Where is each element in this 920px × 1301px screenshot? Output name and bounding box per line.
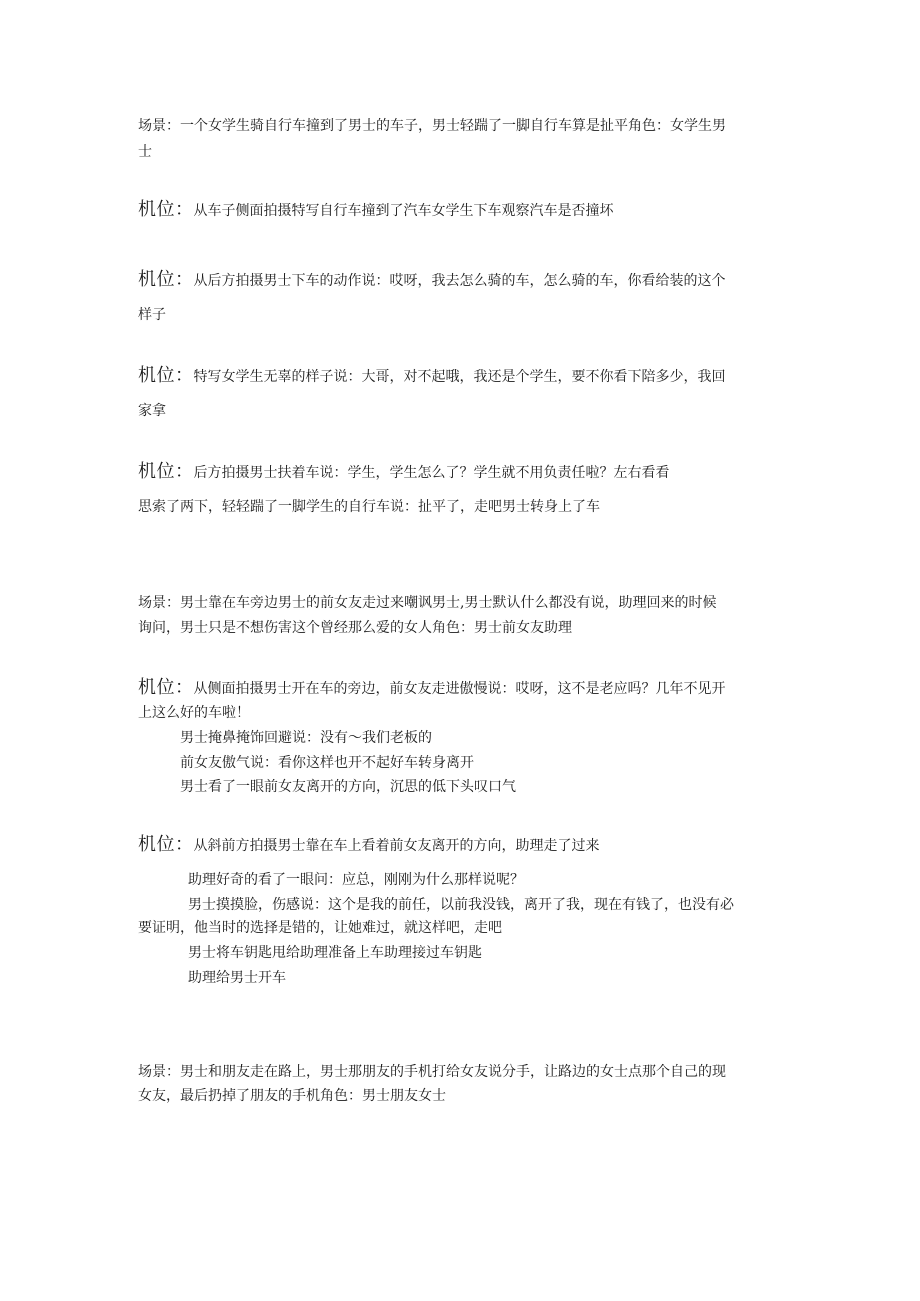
shot-label: 机位：: [138, 269, 194, 290]
scene-2-shot-2-line: 男士将车钥匙甩给助理准备上车助理接过车钥匙: [188, 945, 482, 961]
shot-text: 从斜前方拍摄男士靠在车上看着前女友离开的方向，助理走了过来: [193, 838, 600, 854]
scene-1-shot-4: [138, 459, 788, 486]
shot-label: 机位：: [138, 365, 194, 386]
scene-3-header-line-2: 女友，最后扔掉了朋友的手机角色：男士朋友女士: [138, 1088, 446, 1104]
scene-1-header-line-2: 士: [138, 144, 152, 160]
shot-text: 从后方拍摄男士下车的动作说：哎呀，我去怎么骑的车，怎么骑的车，你看给装的这个: [193, 273, 726, 289]
scene-2-shot-1: [138, 675, 788, 702]
shot-label: 机位：: [138, 199, 194, 220]
scene-3-header-line-1: 场景：男士和朋友走在路上，男士那朋友的手机打给女友说分手，让路边的女士点那个自己的现: [138, 1064, 726, 1080]
scene-1-shot-3-cont: 家拿: [138, 403, 166, 419]
scene-1-shot-2-cont: 样子: [138, 307, 166, 323]
scene-2-shot-2: [138, 832, 788, 859]
scene-1-shot-2: [138, 267, 788, 294]
scene-2-shot-2-line: 男士摸摸脸，伤感说：这个是我的前任，以前我没钱，离开了我，现在有钱了，也没有必: [188, 897, 734, 913]
shot-label: 机位：: [138, 677, 194, 698]
scene-2-shot-2-line: 要证明，他当时的选择是错的，让她难过，就这样吧，走吧: [138, 920, 502, 936]
shot-text: 特写女学生无辜的样子说：大哥，对不起哦，我还是个学生，要不你看下陪多少，我回: [193, 369, 726, 385]
scene-1-shot-3: [138, 363, 788, 390]
scene-2-shot-2-line: 助理好奇的看了一眼问：应总，刚刚为什么那样说呢？: [188, 872, 524, 888]
scene-2-shot-1-line: 男士掩鼻掩饰回避说：没有～我们老板的: [180, 730, 432, 746]
scene-1-shot-4-cont: 思索了两下，轻轻踹了一脚学生的自行车说：扯平了，走吧男士转身上了车: [138, 499, 600, 515]
scene-2-header-line-2: 询问，男士只是不想伤害这个曾经那么爱的女人角色：男士前女友助理: [138, 620, 572, 636]
scene-2-header-line-1: 场景：男士靠在车旁边男士的前女友走过来嘲讽男士,男士默认什么都没有说，助理回来的时候: [138, 595, 717, 611]
scene-2-shot-1-line: 前女友傲气说：看你这样也开不起好车转身离开: [180, 755, 474, 771]
shot-text: 从侧面拍摄男士开在车的旁边，前女友走进傲慢说：哎呀，这不是老应吗？几年不见开: [193, 681, 726, 697]
scene-1-shot-1: [138, 197, 788, 224]
shot-text: 从车子侧面拍摄特写自行车撞到了汽车女学生下车观察汽车是否撞坏: [193, 203, 614, 219]
scene-2-shot-1-cont: 上这么好的车啦！: [138, 705, 250, 721]
scene-2-shot-2-line: 助理给男士开车: [188, 970, 286, 986]
shot-label: 机位：: [138, 461, 194, 482]
scene-2-shot-1-line: 男士看了一眼前女友离开的方向，沉思的低下头叹口气: [180, 779, 516, 795]
scene-1-header-line-1: 场景：一个女学生骑自行车撞到了男士的车子，男士轻踹了一脚自行车算是扯平角色：女学生男: [138, 118, 726, 134]
shot-text: 后方拍摄男士扶着车说：学生，学生怎么了？学生就不用负责任啦？左右看看: [193, 465, 670, 481]
shot-label: 机位：: [138, 834, 194, 855]
